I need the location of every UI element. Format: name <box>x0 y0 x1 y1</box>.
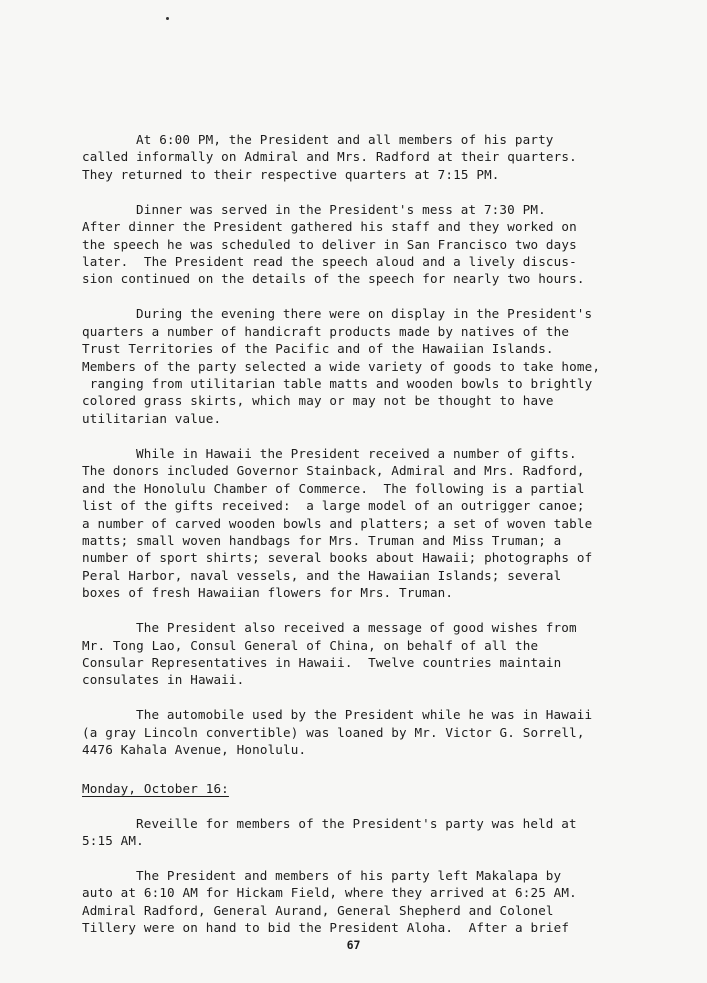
page-number: 67 <box>346 938 361 952</box>
paragraph-automobile <box>82 706 622 758</box>
text-line: ranging from utilitarian table matts and wooden bowls to brightly <box>82 376 593 392</box>
text-line: utilitarian value. <box>82 410 222 426</box>
text-line: 4476 Kahala Avenue, Honolulu. <box>82 742 307 758</box>
text-line: later. The President read the speech aloud and a lively discus- <box>82 254 577 270</box>
text-line: Dinner was served in the President's mess at 7:30 PM. <box>136 201 546 217</box>
text-line: and the Honolulu Chamber of Commerce. The following is a partial <box>82 480 585 496</box>
text-line: matts; small woven handbags for Mrs. Truman and Miss Truman; a <box>82 532 562 548</box>
text-line: Consular Representatives in Hawaii. Twelve countries maintain <box>82 654 562 670</box>
text-line: list of the gifts received: a large model of an outrigger canoe; <box>82 498 585 514</box>
text-line: They returned to their respective quarters at 7:15 PM. <box>82 166 500 182</box>
paragraph-consul-message <box>82 619 622 689</box>
section-heading-date: Monday, October 16: <box>82 781 229 797</box>
text-line: Reveille for members of the President's party was held at <box>136 815 577 831</box>
paragraph-handicraft <box>82 305 622 427</box>
text-line: consulates in Hawaii. <box>82 672 245 688</box>
ink-speck <box>166 17 169 20</box>
text-line: (a gray Lincoln convertible) was loaned by Mr. Victor G. Sorrell, <box>82 724 585 740</box>
text-line: Tillery were on hand to bid the President Aloha. After a brief <box>82 920 570 936</box>
text-line: The President also received a message of good wishes from <box>136 620 577 636</box>
text-line: the speech he was scheduled to deliver in San Francisco two days <box>82 236 577 252</box>
text-line: quarters a number of handicraft products made by natives of the <box>82 323 570 339</box>
text-line: The automobile used by the President while he was in Hawaii <box>136 707 593 723</box>
paragraph-reveille <box>82 815 622 850</box>
text-line: auto at 6:10 AM for Hickam Field, where they arrived at 6:25 AM. <box>82 885 577 901</box>
text-line: During the evening there were on display in the President's <box>136 306 593 322</box>
text-line: While in Hawaii the President received a number of gifts. <box>136 445 577 461</box>
text-line: Trust Territories of the Pacific and of the Hawaiian Islands. <box>82 341 554 357</box>
text-line: called informally on Admiral and Mrs. Radford at their quarters. <box>82 149 577 165</box>
paragraph-quarters-visit <box>82 131 622 183</box>
paragraph-departure <box>82 867 622 937</box>
text-line: boxes of fresh Hawaiian flowers for Mrs. Truman. <box>82 585 454 601</box>
text-line: 5:15 AM. <box>82 832 144 848</box>
text-line: colored grass skirts, which may or may not be thought to have <box>82 393 554 409</box>
text-line: The donors included Governor Stainback, Admiral and Mrs. Radford, <box>82 463 585 479</box>
paragraph-gifts <box>82 445 622 602</box>
text-line: Admiral Radford, General Aurand, General Shepherd and Colonel <box>82 902 554 918</box>
text-line: Members of the party selected a wide variety of goods to take home, <box>82 358 601 374</box>
body-text <box>82 131 622 954</box>
text-line: sion continued on the details of the speech for nearly two hours. <box>82 271 585 287</box>
text-line: a number of carved wooden bowls and platters; a set of woven table <box>82 515 593 531</box>
text-line: Peral Harbor, naval vessels, and the Hawaiian Islands; several <box>82 567 562 583</box>
text-line: After dinner the President gathered his staff and they worked on <box>82 219 577 235</box>
text-line: The President and members of his party left Makalapa by <box>136 867 562 883</box>
text-line: Mr. Tong Lao, Consul General of China, on behalf of all the <box>82 637 539 653</box>
paragraph-dinner <box>82 201 622 288</box>
text-line: number of sport shirts; several books about Hawaii; photographs of <box>82 550 593 566</box>
text-line: At 6:00 PM, the President and all members of his party <box>136 132 554 147</box>
